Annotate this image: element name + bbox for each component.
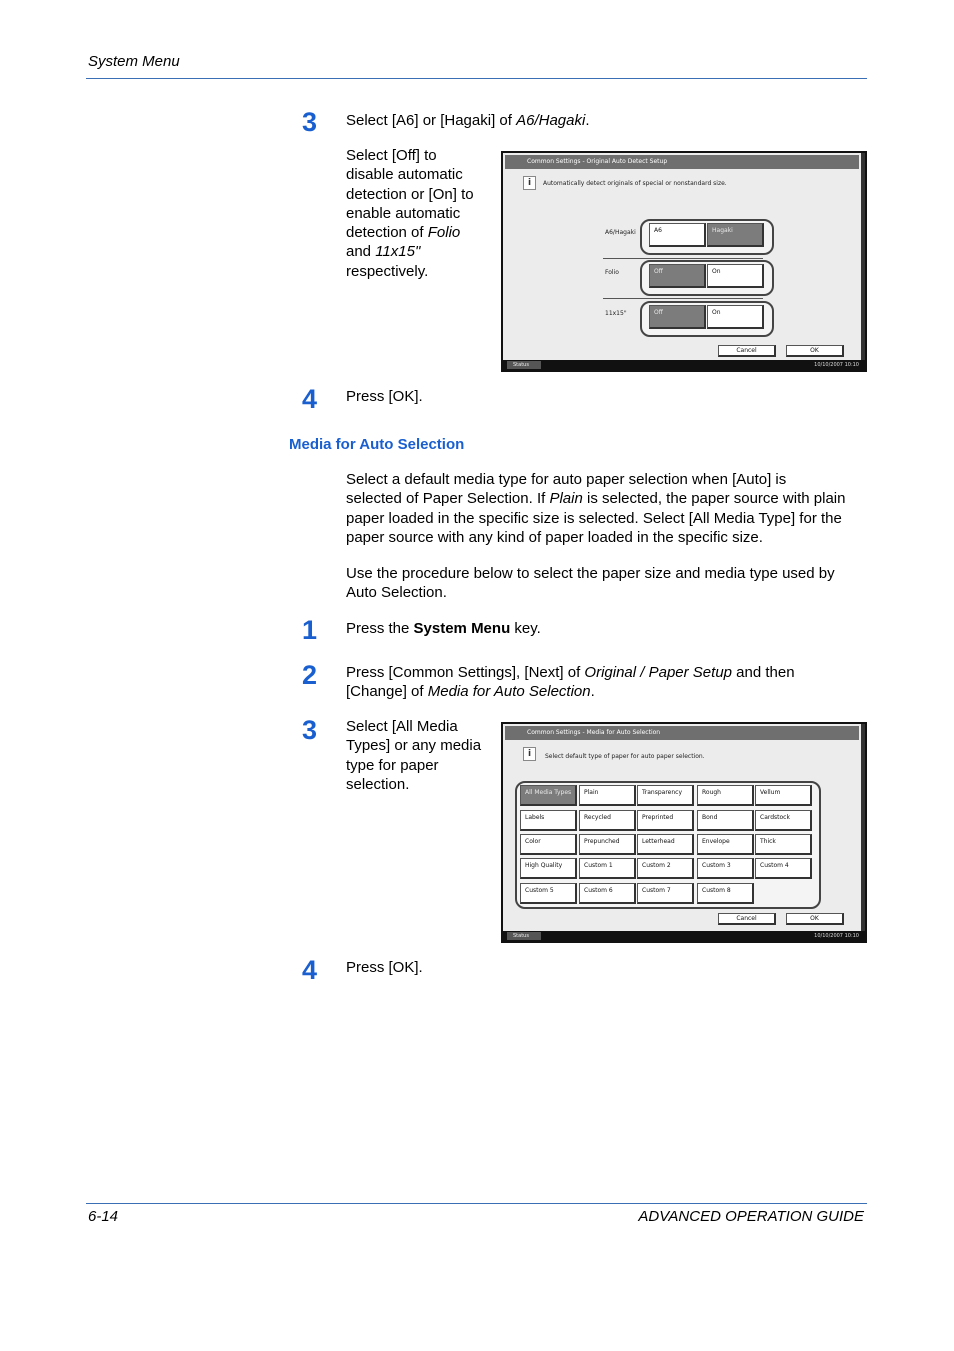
screen-original-auto-detect	[501, 151, 867, 372]
step-text: Press [Common Settings], [Next] of Original / Paper Setup and then [Change] of Media for Auto Selection.	[346, 664, 795, 701]
row-label-11x15: 11x15"	[605, 310, 627, 317]
media-type-button[interactable]: Letterhead	[637, 834, 694, 855]
step-number: 4	[302, 384, 318, 414]
media-type-button[interactable]: Plain	[579, 785, 636, 806]
running-header: System Menu	[88, 53, 180, 70]
header-rule	[86, 78, 867, 79]
status-bar	[503, 931, 865, 941]
media-type-button[interactable]: Rough	[697, 785, 754, 806]
scrollbar	[861, 724, 865, 931]
media-type-button[interactable]: Cardstock	[755, 810, 812, 831]
media-type-button[interactable]: Color	[520, 834, 577, 855]
media-type-button[interactable]: Custom 2	[637, 858, 694, 879]
media-type-button[interactable]: Vellum	[755, 785, 812, 806]
ok-button[interactable]: OK	[786, 913, 844, 925]
step-text: Press [OK].	[346, 959, 423, 976]
divider	[603, 298, 763, 299]
media-type-button[interactable]: Custom 5	[520, 883, 577, 904]
11x15-off-button[interactable]: Off	[649, 305, 706, 329]
step-number: 2	[302, 660, 318, 690]
media-type-button[interactable]: Custom 3	[697, 858, 754, 879]
info-icon: i	[523, 747, 536, 761]
status-bar	[503, 360, 865, 370]
divider	[603, 258, 763, 259]
status-button[interactable]: Status	[507, 932, 541, 940]
media-type-button[interactable]: Preprinted	[637, 810, 694, 831]
media-type-button[interactable]: Envelope	[697, 834, 754, 855]
screen-media-for-auto-selection	[501, 722, 867, 943]
footer-rule	[86, 1203, 867, 1204]
media-type-button[interactable]: All Media Types	[520, 785, 577, 806]
row-label-folio: Folio	[605, 269, 619, 276]
media-type-button[interactable]: High Quality	[520, 858, 577, 879]
screen-message: Select default type of paper for auto paper selection.	[545, 753, 705, 760]
step-text: Press the System Menu key.	[346, 620, 541, 637]
scrollbar	[861, 153, 865, 360]
media-type-button[interactable]: Labels	[520, 810, 577, 831]
folio-off-button[interactable]: Off	[649, 264, 706, 288]
status-datetime: 10/10/2007 10:10	[814, 933, 859, 939]
row-label-a6-hagaki: A6/Hagaki	[605, 229, 636, 236]
media-type-button[interactable]: Bond	[697, 810, 754, 831]
info-icon: i	[523, 176, 536, 190]
media-type-button[interactable]: Recycled	[579, 810, 636, 831]
step-note: Select [Off] to disable automatic detection or [On] to enable automatic detection of Folio and 11x15" respectively.	[346, 147, 474, 280]
step-number: 3	[302, 715, 318, 745]
page-number: 6-14	[88, 1208, 119, 1225]
step-number: 1	[302, 615, 318, 645]
step-number: 3	[302, 107, 318, 137]
step-number: 4	[302, 955, 318, 985]
screen-title: Common Settings - Original Auto Detect Setup	[505, 155, 859, 169]
cancel-button[interactable]: Cancel	[718, 345, 776, 357]
media-type-button[interactable]: Custom 7	[637, 883, 694, 904]
media-type-button[interactable]: Custom 4	[755, 858, 812, 879]
media-type-button[interactable]: Prepunched	[579, 834, 636, 855]
status-button[interactable]: Status	[507, 361, 541, 369]
step-text: Press [OK].	[346, 388, 423, 405]
folio-on-button[interactable]: On	[707, 264, 764, 288]
media-type-button[interactable]: Thick	[755, 834, 812, 855]
media-type-button[interactable]: Custom 1	[579, 858, 636, 879]
intro-paragraph: Select a default media type for auto paper selection when [Auto] is selected of Paper Selection. If Plain is selected, the paper source with plain paper loaded in the specific size is selected. Select [All Media Type] for the paper source with any kind of paper loaded in the specific size.	[346, 471, 846, 546]
media-type-button[interactable]: Transparency	[637, 785, 694, 806]
hagaki-button[interactable]: Hagaki	[707, 223, 764, 247]
media-type-button[interactable]: Custom 8	[697, 883, 754, 904]
media-type-button[interactable]: Custom 6	[579, 883, 636, 904]
guide-title: ADVANCED OPERATION GUIDE	[638, 1208, 864, 1225]
ok-button[interactable]: OK	[786, 345, 844, 357]
11x15-on-button[interactable]: On	[707, 305, 764, 329]
intro-paragraph-2: Use the procedure below to select the paper size and media type used by Auto Selection.	[346, 565, 835, 602]
status-datetime: 10/10/2007 10:10	[814, 362, 859, 368]
cancel-button[interactable]: Cancel	[718, 913, 776, 925]
step-text: Select [All Media Types] or any media type for paper selection.	[346, 718, 482, 793]
screen-message: Automatically detect originals of special or nonstandard size.	[543, 180, 727, 187]
screen-title: Common Settings - Media for Auto Selection	[505, 726, 859, 740]
step-text: Select [A6] or [Hagaki] of A6/Hagaki.	[346, 112, 590, 129]
a6-button[interactable]: A6	[649, 223, 706, 247]
section-heading: Media for Auto Selection	[289, 436, 465, 453]
